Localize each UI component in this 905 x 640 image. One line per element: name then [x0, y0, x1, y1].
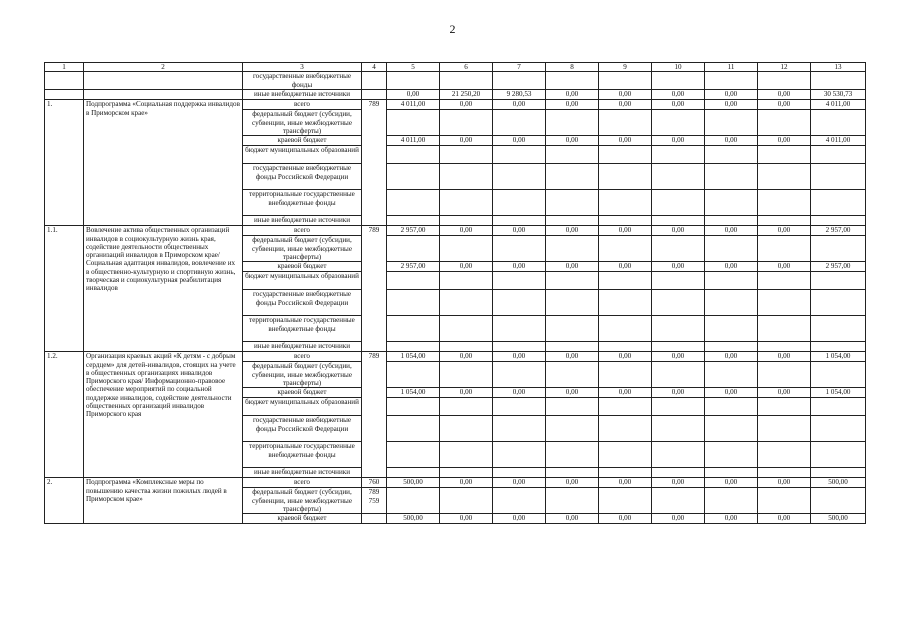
code-cell: 760 — [362, 478, 387, 488]
value-cell: 0,00 — [493, 226, 546, 236]
code-cell: 789 — [362, 100, 387, 226]
value-cell: 500,00 — [811, 514, 866, 524]
value-cell — [705, 416, 758, 442]
value-cell — [811, 342, 866, 352]
value-cell — [387, 164, 440, 190]
value-cell — [705, 236, 758, 262]
value-cell — [652, 362, 705, 388]
source-cell: всего — [243, 100, 362, 110]
value-cell — [387, 272, 440, 290]
value-cell — [811, 190, 866, 216]
value-cell — [546, 488, 599, 514]
value-cell — [811, 146, 866, 164]
value-cell — [387, 442, 440, 468]
code-value: 789 — [368, 488, 380, 497]
value-cell — [652, 416, 705, 442]
value-cell — [493, 316, 546, 342]
source-cell: краевой бюджет — [243, 136, 362, 146]
value-cell: 0,00 — [758, 90, 811, 100]
column-header: 12 — [758, 63, 811, 72]
value-cell: 0,00 — [599, 388, 652, 398]
source-cell: иные внебюджетные источники — [243, 342, 362, 352]
value-cell — [599, 362, 652, 388]
value-cell: 1 054,00 — [387, 388, 440, 398]
value-cell: 0,00 — [758, 388, 811, 398]
column-header: 9 — [599, 63, 652, 72]
value-cell — [440, 290, 493, 316]
value-cell — [440, 416, 493, 442]
source-cell: федеральный бюджет (субсидии, субвенции, иные межбюджетные трансферты) — [243, 362, 362, 388]
value-cell — [546, 272, 599, 290]
value-cell — [705, 398, 758, 416]
value-cell — [387, 216, 440, 226]
value-cell — [387, 362, 440, 388]
value-cell: 0,00 — [599, 90, 652, 100]
value-cell: 21 250,20 — [440, 90, 493, 100]
column-header: 3 — [243, 63, 362, 72]
value-cell — [811, 236, 866, 262]
value-cell: 0,00 — [440, 136, 493, 146]
value-cell — [440, 442, 493, 468]
value-cell — [387, 468, 440, 478]
column-header: 6 — [440, 63, 493, 72]
value-cell — [652, 316, 705, 342]
source-cell: территориальные государственные внебюджетные фонды — [243, 316, 362, 342]
value-cell — [440, 236, 493, 262]
value-cell: 0,00 — [652, 136, 705, 146]
value-cell: 0,00 — [652, 478, 705, 488]
value-cell — [705, 442, 758, 468]
value-cell — [811, 164, 866, 190]
value-cell — [599, 110, 652, 136]
value-cell — [440, 468, 493, 478]
value-cell — [546, 236, 599, 262]
value-cell: 0,00 — [546, 100, 599, 110]
page-number: 2 — [449, 22, 456, 36]
value-cell — [599, 236, 652, 262]
value-cell — [493, 164, 546, 190]
value-cell — [758, 110, 811, 136]
value-cell: 0,00 — [599, 226, 652, 236]
value-cell — [705, 272, 758, 290]
value-cell: 0,00 — [758, 136, 811, 146]
value-cell — [493, 190, 546, 216]
value-cell — [440, 146, 493, 164]
value-cell: 0,00 — [705, 352, 758, 362]
value-cell: 0,00 — [440, 226, 493, 236]
column-header: 4 — [362, 63, 387, 72]
table-row — [45, 352, 866, 362]
value-cell — [599, 316, 652, 342]
carry-row-other — [45, 90, 866, 100]
value-cell — [440, 398, 493, 416]
value-cell: 0,00 — [440, 514, 493, 524]
value-cell: 0,00 — [493, 352, 546, 362]
column-header: 8 — [546, 63, 599, 72]
header-row — [45, 63, 866, 72]
value-cell: 4 011,00 — [387, 136, 440, 146]
value-cell: 0,00 — [652, 90, 705, 100]
value-cell — [811, 290, 866, 316]
value-cell — [652, 398, 705, 416]
value-cell — [387, 398, 440, 416]
value-cell — [546, 164, 599, 190]
value-cell: 0,00 — [546, 262, 599, 272]
row-number: 2. — [45, 478, 84, 524]
value-cell: 0,00 — [705, 388, 758, 398]
value-cell — [758, 488, 811, 514]
value-cell: 0,00 — [493, 136, 546, 146]
value-cell — [705, 110, 758, 136]
value-cell — [387, 342, 440, 352]
value-cell: 0,00 — [705, 136, 758, 146]
value-cell — [758, 468, 811, 478]
value-cell: 0,00 — [387, 90, 440, 100]
value-cell: 0,00 — [546, 352, 599, 362]
value-cell: 2 957,00 — [387, 262, 440, 272]
value-cell — [758, 398, 811, 416]
value-cell — [705, 216, 758, 226]
value-cell: 0,00 — [440, 352, 493, 362]
source-cell: территориальные государственные внебюджетные фонды — [243, 442, 362, 468]
code-cell — [362, 488, 387, 514]
value-cell: 4 011,00 — [811, 136, 866, 146]
value-cell — [599, 398, 652, 416]
value-cell — [546, 468, 599, 478]
value-cell — [652, 190, 705, 216]
source-cell: краевой бюджет — [243, 514, 362, 524]
value-cell: 1 054,00 — [387, 352, 440, 362]
value-cell: 0,00 — [599, 478, 652, 488]
value-cell — [652, 272, 705, 290]
value-cell — [758, 216, 811, 226]
value-cell: 9 280,53 — [493, 90, 546, 100]
value-cell — [599, 190, 652, 216]
value-cell — [652, 164, 705, 190]
value-cell: 0,00 — [599, 136, 652, 146]
value-cell: 0,00 — [440, 388, 493, 398]
code-value: 759 — [368, 496, 380, 505]
source-cell: государственные внебюджетные фонды Российской Федерации — [243, 164, 362, 190]
value-cell: 0,00 — [493, 100, 546, 110]
value-cell — [546, 110, 599, 136]
value-cell — [546, 362, 599, 388]
value-cell: 0,00 — [652, 352, 705, 362]
value-cell: 0,00 — [546, 388, 599, 398]
value-cell — [546, 398, 599, 416]
source-cell: территориальные государственные внебюджетные фонды — [243, 190, 362, 216]
value-cell — [705, 190, 758, 216]
value-cell: 30 530,73 — [811, 90, 866, 100]
value-cell — [705, 488, 758, 514]
value-cell — [493, 416, 546, 442]
value-cell — [387, 236, 440, 262]
value-cell — [811, 272, 866, 290]
value-cell: 0,00 — [546, 136, 599, 146]
value-cell: 1 054,00 — [811, 388, 866, 398]
column-header: 1 — [45, 63, 84, 72]
source-cell: федеральный бюджет (субсидии, субвенции, иные межбюджетные трансферты) — [243, 236, 362, 262]
value-cell — [705, 290, 758, 316]
row-name: Организация краевых акций «К детям - с добрым сердцем» для детей-инвалидов, стоящих на учете в общественных организациях инвалидов Приморского края/ Информационно-правовое обеспечение мероприятий по социальной поддержке инвалидов, содействие деятельности общественных организаций инвалидов Приморского края — [84, 352, 243, 478]
source-cell: краевой бюджет — [243, 262, 362, 272]
value-cell — [546, 442, 599, 468]
source-cell: федеральный бюджет (субсидии, субвенции, иные межбюджетные трансферты) — [243, 488, 362, 514]
column-header: 7 — [493, 63, 546, 72]
value-cell — [493, 468, 546, 478]
value-cell — [599, 272, 652, 290]
row-name: Вовлечение актива общественных организаций инвалидов в социокультурную жизнь края, содействие деятельности общественных организаций инвалидов в Приморском крае/ Социальная адаптация инвалидов, вовлечение их в общественно-культурную и спортивную жизнь, творческая и социокультурная реабилитация инвалидов — [84, 226, 243, 352]
code-cell: 789 — [362, 226, 387, 352]
value-cell: 0,00 — [440, 262, 493, 272]
value-cell: 0,00 — [705, 100, 758, 110]
value-cell: 0,00 — [758, 352, 811, 362]
value-cell — [493, 362, 546, 388]
value-cell — [705, 164, 758, 190]
value-cell: 0,00 — [599, 262, 652, 272]
source-cell: всего — [243, 478, 362, 488]
value-cell — [493, 488, 546, 514]
value-cell: 0,00 — [705, 262, 758, 272]
value-cell — [546, 342, 599, 352]
source-cell: федеральный бюджет (субсидии, субвенции, иные межбюджетные трансферты) — [243, 110, 362, 136]
value-cell: 0,00 — [493, 478, 546, 488]
value-cell — [705, 146, 758, 164]
source-cell: краевой бюджет — [243, 388, 362, 398]
value-cell: 0,00 — [758, 478, 811, 488]
table-row — [45, 100, 866, 110]
value-cell — [599, 290, 652, 316]
value-cell — [387, 146, 440, 164]
value-cell: 0,00 — [599, 100, 652, 110]
value-cell — [652, 110, 705, 136]
value-cell: 1 054,00 — [811, 352, 866, 362]
value-cell — [493, 236, 546, 262]
value-cell — [652, 290, 705, 316]
value-cell — [546, 290, 599, 316]
value-cell: 0,00 — [705, 226, 758, 236]
value-cell: 0,00 — [705, 478, 758, 488]
value-cell — [811, 398, 866, 416]
source-cell: бюджет муниципальных образований — [243, 398, 362, 416]
value-cell — [758, 146, 811, 164]
source-cell: иные внебюджетные источники — [243, 216, 362, 226]
row-name: Подпрограмма «Социальная поддержка инвалидов в Приморском крае» — [84, 100, 243, 226]
column-header: 5 — [387, 63, 440, 72]
value-cell — [758, 416, 811, 442]
value-cell — [811, 216, 866, 226]
value-cell: 0,00 — [652, 262, 705, 272]
source-cell: всего — [243, 352, 362, 362]
value-cell — [387, 290, 440, 316]
value-cell — [811, 488, 866, 514]
value-cell — [440, 164, 493, 190]
column-header: 13 — [811, 63, 866, 72]
source-cell: иные внебюджетные источники — [243, 90, 362, 100]
value-cell — [493, 442, 546, 468]
value-cell — [493, 342, 546, 352]
source-cell: бюджет муниципальных образований — [243, 146, 362, 164]
value-cell — [811, 442, 866, 468]
source-cell: государственные внебюджетные фонды Российской Федерации — [243, 416, 362, 442]
value-cell — [546, 316, 599, 342]
value-cell — [758, 164, 811, 190]
value-cell — [758, 236, 811, 262]
value-cell — [440, 110, 493, 136]
value-cell — [652, 488, 705, 514]
value-cell — [652, 468, 705, 478]
value-cell — [599, 468, 652, 478]
value-cell — [652, 442, 705, 468]
budget-table — [44, 62, 866, 524]
value-cell: 0,00 — [493, 262, 546, 272]
value-cell — [705, 468, 758, 478]
row-name: Подпрограмма «Комплексные меры по повышению качества жизни пожилых людей в Приморском крае» — [84, 478, 243, 524]
value-cell — [599, 342, 652, 352]
value-cell — [493, 216, 546, 226]
row-number: 1.1. — [45, 226, 84, 352]
column-header: 11 — [705, 63, 758, 72]
row-number: 1.2. — [45, 352, 84, 478]
value-cell: 0,00 — [440, 478, 493, 488]
value-cell: 500,00 — [387, 514, 440, 524]
value-cell — [652, 216, 705, 226]
value-cell — [705, 362, 758, 388]
value-cell — [599, 146, 652, 164]
value-cell: 2 957,00 — [811, 262, 866, 272]
value-cell — [811, 362, 866, 388]
value-cell — [493, 398, 546, 416]
value-cell: 0,00 — [652, 226, 705, 236]
value-cell — [546, 216, 599, 226]
source-cell: государственные внебюджетные фонды Российской Федерации — [243, 290, 362, 316]
value-cell — [811, 110, 866, 136]
value-cell: 500,00 — [387, 478, 440, 488]
value-cell: 0,00 — [652, 514, 705, 524]
source-cell: бюджет муниципальных образований — [243, 272, 362, 290]
value-cell — [493, 290, 546, 316]
value-cell: 0,00 — [546, 478, 599, 488]
value-cell — [387, 110, 440, 136]
value-cell — [758, 190, 811, 216]
value-cell — [387, 190, 440, 216]
value-cell — [493, 110, 546, 136]
value-cell — [652, 236, 705, 262]
value-cell — [546, 190, 599, 216]
value-cell: 0,00 — [758, 514, 811, 524]
value-cell — [758, 442, 811, 468]
value-cell — [387, 316, 440, 342]
column-header: 2 — [84, 63, 243, 72]
value-cell: 0,00 — [758, 100, 811, 110]
value-cell — [440, 272, 493, 290]
value-cell — [758, 342, 811, 352]
value-cell — [758, 272, 811, 290]
value-cell — [440, 488, 493, 514]
value-cell: 0,00 — [652, 100, 705, 110]
value-cell: 2 957,00 — [387, 226, 440, 236]
value-cell: 500,00 — [811, 478, 866, 488]
code-cell: 789 — [362, 352, 387, 478]
value-cell — [758, 362, 811, 388]
value-cell — [546, 416, 599, 442]
value-cell: 2 957,00 — [811, 226, 866, 236]
column-header: 10 — [652, 63, 705, 72]
value-cell: 0,00 — [546, 90, 599, 100]
value-cell — [811, 416, 866, 442]
value-cell — [493, 272, 546, 290]
table-row — [45, 226, 866, 236]
value-cell — [546, 146, 599, 164]
source-cell: всего — [243, 226, 362, 236]
value-cell: 0,00 — [599, 352, 652, 362]
value-cell: 0,00 — [493, 388, 546, 398]
value-cell — [440, 316, 493, 342]
value-cell — [705, 342, 758, 352]
value-cell — [705, 316, 758, 342]
value-cell — [811, 468, 866, 478]
code-cell — [362, 514, 387, 524]
table-row — [45, 478, 866, 488]
value-cell — [440, 216, 493, 226]
row-number: 1. — [45, 100, 84, 226]
value-cell — [599, 216, 652, 226]
value-cell — [440, 342, 493, 352]
value-cell: 4 011,00 — [387, 100, 440, 110]
value-cell — [652, 342, 705, 352]
carry-row-state-funds — [45, 72, 866, 90]
value-cell: 4 011,00 — [811, 100, 866, 110]
value-cell — [652, 146, 705, 164]
value-cell — [440, 190, 493, 216]
value-cell: 0,00 — [546, 226, 599, 236]
value-cell: 0,00 — [705, 514, 758, 524]
value-cell — [387, 488, 440, 514]
value-cell: 0,00 — [493, 514, 546, 524]
value-cell: 0,00 — [546, 514, 599, 524]
value-cell — [811, 316, 866, 342]
value-cell: 0,00 — [758, 262, 811, 272]
value-cell: 0,00 — [705, 90, 758, 100]
value-cell — [599, 442, 652, 468]
value-cell: 0,00 — [652, 388, 705, 398]
value-cell — [599, 416, 652, 442]
value-cell: 0,00 — [440, 100, 493, 110]
value-cell: 0,00 — [599, 514, 652, 524]
source-cell: государственные внебюджетные фонды — [243, 72, 362, 90]
value-cell: 0,00 — [758, 226, 811, 236]
source-cell: иные внебюджетные источники — [243, 468, 362, 478]
number-cell — [45, 72, 84, 90]
value-cell — [599, 488, 652, 514]
value-cell — [599, 164, 652, 190]
value-cell — [758, 290, 811, 316]
value-cell — [387, 416, 440, 442]
value-cell — [758, 316, 811, 342]
value-cell — [440, 362, 493, 388]
value-cell — [493, 146, 546, 164]
name-cell — [84, 72, 243, 90]
